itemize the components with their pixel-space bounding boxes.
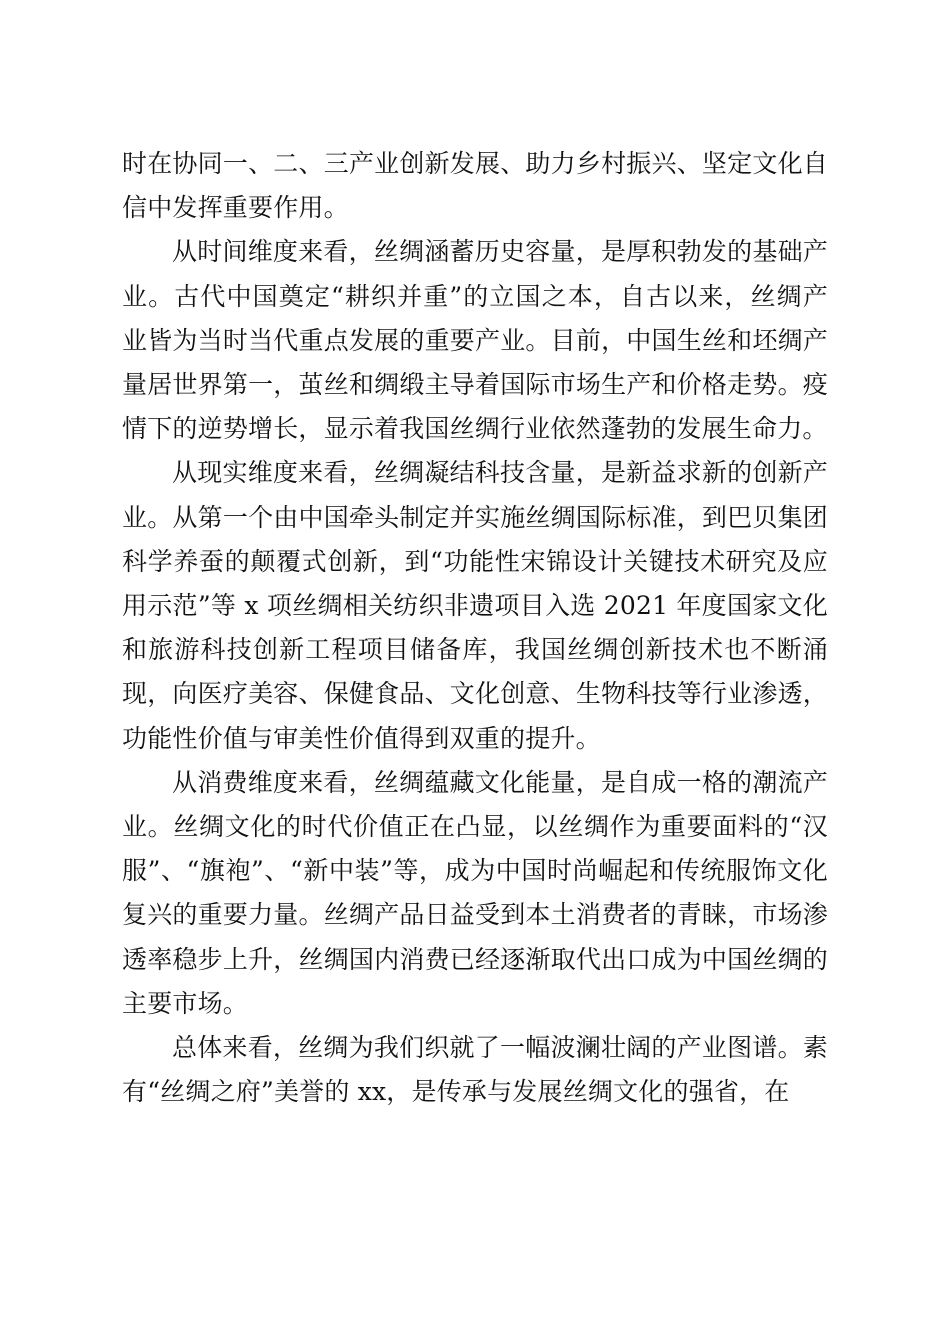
paragraph-continuation: 时在协同一、二、三产业创新发展、助力乡村振兴、坚定文化自信中发挥重要作用。 xyxy=(122,149,828,223)
paragraph-consumption-dimension: 从消费维度来看，丝绸蕴藏文化能量，是自成一格的潮流产业。丝绸文化的时代价值正在凸显，以丝绸作为重要面料的“汉服”、“旗袍”、“新中装”等，成为中国时尚崛起和传统服饰文化复兴的重要力量。丝绸产品日益受到本土消费者的青睐，市场渗透率稳步上升，丝绸国内消费已经逐渐取代出口成为中国丝绸的主要市场。 xyxy=(122,767,828,1018)
paragraph-reality-dimension: 从现实维度来看，丝绸凝结科技含量，是新益求新的创新产业。从第一个由中国牵头制定并实施丝绸国际标准，到巴贝集团科学养蚕的颠覆式创新，到“功能性宋锦设计关键技术研究及应用示范”等 x 项丝绸相关纺织非遗项目入选 2021 年度国家文化和旅游科技创新工程项目储备库，我国丝绸创新技术也不断涌现，向医疗美容、保健食品、文化创意、生物科技等行业渗透，功能性价值与审美性价值得到双重的提升。 xyxy=(122,458,828,753)
document-body xyxy=(122,142,828,1114)
paragraph-time-dimension: 从时间维度来看，丝绸涵蓄历史容量，是厚积勃发的基础产业。古代中国奠定“耕织并重”的立国之本，自古以来，丝绸产业皆为当时当代重点发展的重要产业。目前，中国生丝和坯绸产量居世界第一，茧丝和绸缎主导着国际市场生产和价格走势。疫情下的逆势增长，显示着我国丝绸行业依然蓬勃的发展生命力。 xyxy=(122,237,828,444)
paragraph-overall: 总体来看，丝绸为我们织就了一幅波澜壮阔的产业图谱。素有“丝绸之府”美誉的 xx，是传承与发展丝绸文化的强省，在 xyxy=(122,1033,828,1107)
